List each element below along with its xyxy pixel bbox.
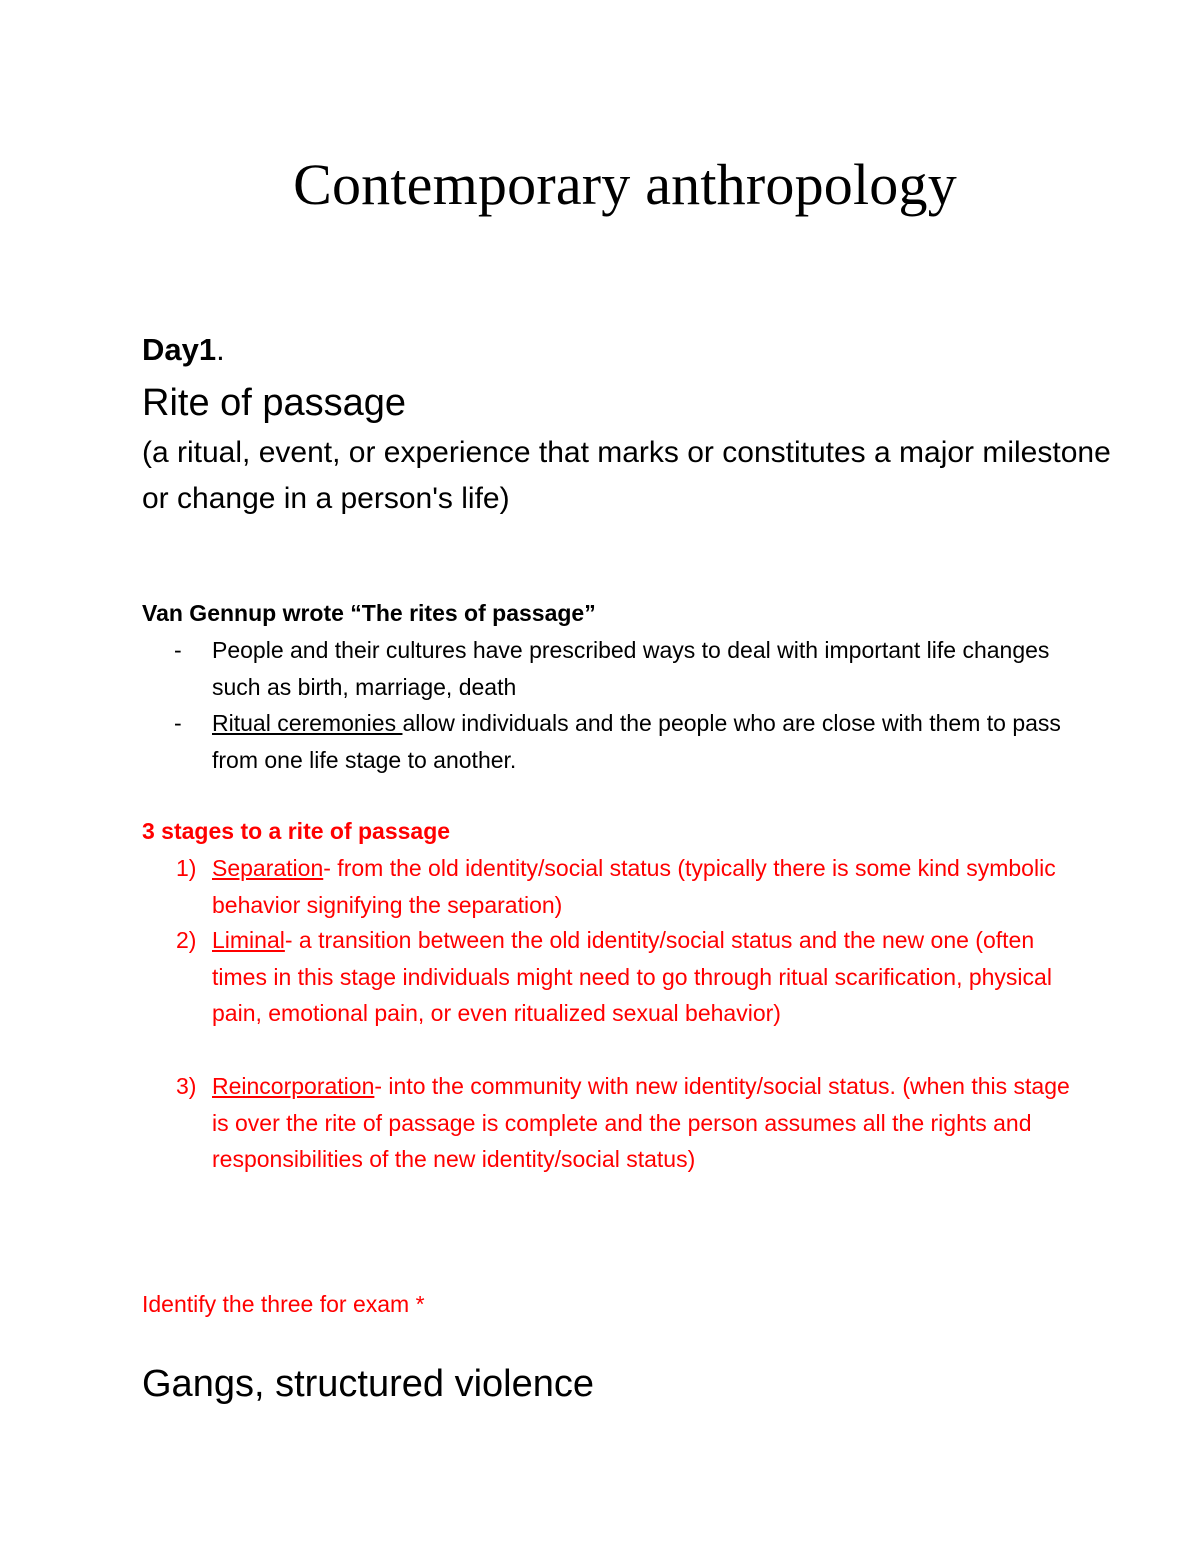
gangs-heading: Gangs, structured violence	[142, 1363, 595, 1405]
stage-description: - into the community with new identity/social status. (when this stage is over the rite of passage is complete and the person assumes all the rights and responsibilities of the new identity/social status)	[212, 1073, 1070, 1172]
bullet-text-rest: allow individuals and the people who are close with them to pass from one life stage to another.	[212, 710, 1061, 773]
bullet-text	[212, 705, 1092, 778]
ritual-ceremonies-term: Ritual ceremonies	[212, 710, 403, 736]
stage-description: - from the old identity/social status (typically there is some kind symbolic behavior signifying the separation)	[212, 855, 1056, 918]
day-heading	[142, 330, 225, 370]
stages-heading: 3 stages to a rite of passage	[142, 818, 451, 844]
stage-term: Reincorporation	[212, 1073, 375, 1099]
bullet-marker: -	[174, 710, 182, 736]
stage-number: 1)	[176, 855, 197, 881]
rite-of-passage-heading: Rite of passage	[142, 382, 407, 424]
document-title: Contemporary anthropology	[293, 152, 957, 217]
van-gennup-heading: Van Gennup wrote “The rites of passage”	[142, 600, 596, 626]
stage-text	[212, 850, 1092, 923]
stage-text	[212, 922, 1092, 1032]
day-label: Day1	[142, 332, 217, 367]
bullet-marker: -	[174, 637, 182, 663]
day-punct: .	[216, 332, 225, 367]
stage-number: 2)	[176, 927, 197, 953]
rite-of-passage-definition: (a ritual, event, or experience that marks or constitutes a major milestone or change in a person's life)	[142, 436, 1111, 515]
stage-description: - a transition between the old identity/social status and the new one (often times in this stage individuals might need to go through ritual scarification, physical pain, emotional pain, or even ritualized sexual behavior)	[212, 927, 1052, 1026]
stage-number: 3)	[176, 1073, 197, 1099]
exam-note: Identify the three for exam *	[142, 1291, 425, 1317]
stage-text	[212, 1068, 1092, 1178]
stage-term: Separation	[212, 855, 324, 881]
bullet-text: People and their cultures have prescribed ways to deal with important life changes such as birth, marriage, death	[212, 637, 1050, 700]
stage-term: Liminal	[212, 927, 285, 953]
